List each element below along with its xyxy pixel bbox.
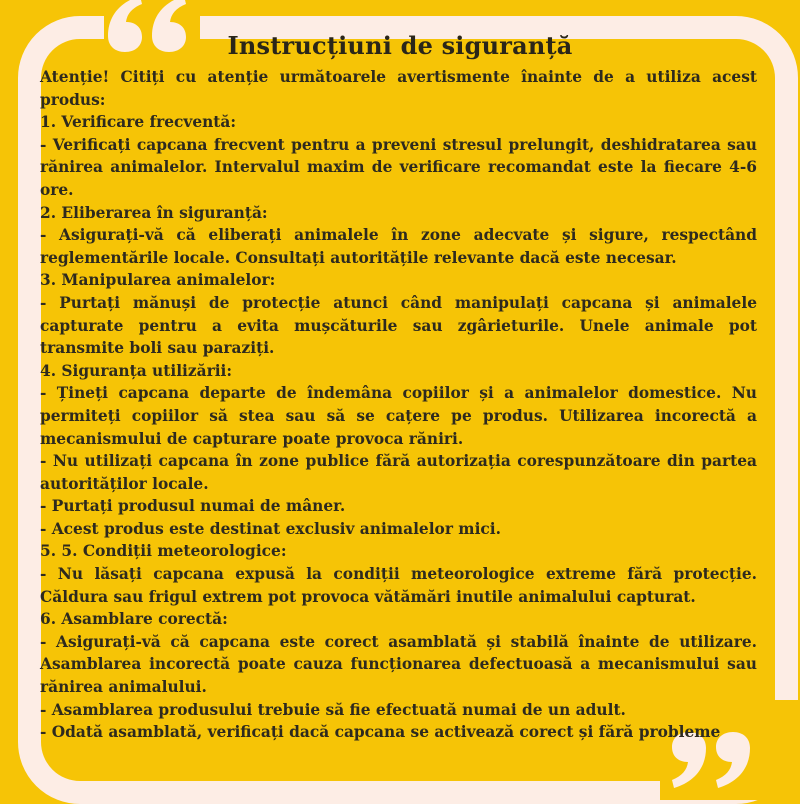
title-text: Instrucțiuni de siguranță (227, 31, 573, 60)
intro-warning: Atenție! Citiți cu atenție următoarele avertismente înainte de a utiliza acest produs: (40, 68, 757, 109)
section-heading-3: 3. Manipularea animalelor: (40, 271, 276, 290)
section-6-item: - Asigurați-vă că capcana este corect asamblată și stabilă înainte de utilizare. Asamblarea incorectă poate cauza funcționarea defectuoasă a mecanismului sau rănirea animalului. (40, 632, 757, 697)
section-2-item: - Asigurați-vă că eliberați animalele în zone adecvate și sigure, respectând reglementările locale. Consultați autoritățile relevante dacă este necesar. (40, 226, 757, 267)
section-3-item: - Purtați mănuși de protecție atunci când manipulați capcana și animalele capturate pentru a evita mușcăturile sau zgârieturile. Unele animale pot transmite boli sau paraziți. (40, 293, 757, 358)
section-4-item: - Țineți capcana departe de îndemâna copiilor și a animalelor domestice. Nu permiteți copiilor să stea sau să se cațere pe produs. Utilizarea incorectă a mecanismului de capturare poate provoca răniri. (40, 384, 757, 448)
section-4-item: - Nu utilizați capcana în zone publice fără autorizația corespunzătoare din partea autorităților locale. (40, 452, 757, 493)
safety-instructions-body (40, 66, 757, 744)
section-6-item: - Asamblarea produsului trebuie să fie efectuată numai de un adult. (40, 700, 626, 719)
section-heading-6: 6. Asamblare corectă: (40, 610, 228, 629)
section-heading-5: 5. 5. Condiții meteorologice: (40, 542, 287, 561)
section-5-item: - Nu lăsați capcana expusă la condiții meteorologice extreme fără protecție. Căldura sau frigul extrem pot provoca vătămări inutile animalului capturat. (40, 565, 757, 606)
section-4-item: - Purtați produsul numai de mâner. (40, 497, 346, 516)
section-heading-2: 2. Eliberarea în siguranță: (40, 203, 268, 222)
section-1-item: - Verificați capcana frecvent pentru a preveni stresul prelungit, deshidratarea sau rănirea animalelor. Intervalul maxim de verificare recomandat este la fiecare 4-6 ore. (40, 135, 757, 199)
section-4-item: - Acest produs este destinat exclusiv animalelor mici. (40, 519, 501, 538)
page-title (0, 31, 800, 60)
section-6-item: - Odată asamblată, verificați dacă capcana se activează corect și fără probleme (40, 723, 721, 742)
section-heading-4: 4. Siguranța utilizării: (40, 361, 233, 380)
section-heading-1: 1. Verificare frecventă: (40, 113, 237, 132)
